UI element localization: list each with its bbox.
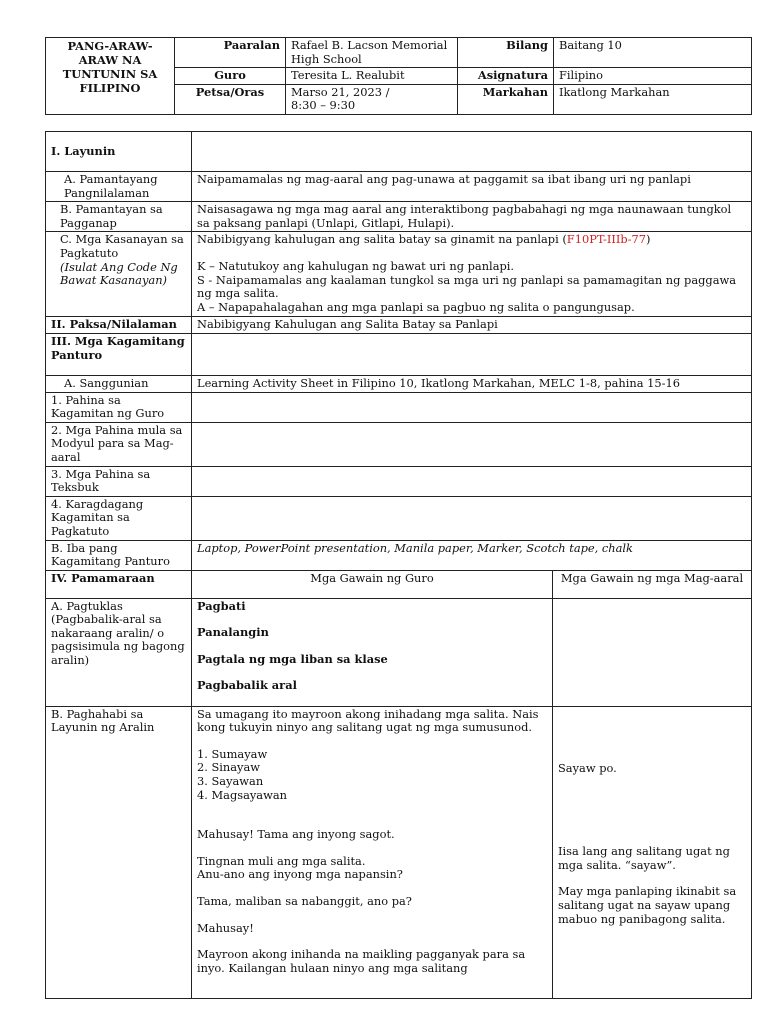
sagot-iisa: Iisa lang ang salitang ugat ng mga salita. “sayaw”. — [558, 844, 730, 872]
tama-maliban-line: Tama, maliban sa nabanggit, ano pa? — [197, 894, 412, 909]
paksa-text: Nabibigyang Kahulugan ang Salita Batay sa Panlapi — [192, 317, 752, 334]
petsa-value — [286, 84, 458, 114]
paghahabi-guro-cell — [192, 706, 553, 998]
pamamaraan-heading: IV. Pamamaraan — [46, 570, 192, 598]
sanggunian-label: A. Sanggunian — [46, 375, 192, 392]
mahusay-line: Mahusay! — [197, 920, 254, 935]
kasanayan-note: (Isulat Ang Code Ng Bawat Kasanayan) — [60, 259, 178, 288]
kasanayan-k: K – Natutukoy ang kahulugan ng bawat uri ng panlapi. — [197, 258, 515, 273]
paaralan-label: Paaralan — [175, 38, 286, 68]
pagtuklas-guro-cell — [192, 598, 553, 706]
sagot-panlapi: May mga panlaping ikinabit sa salitang ugat na sayaw upang mabuo ng panibagong salita. — [558, 884, 737, 926]
kasanayan-code: F10PT-IIIb-77 — [566, 232, 646, 247]
word-item: 2. Sinayaw — [197, 760, 261, 775]
kasanayan-text — [197, 233, 746, 247]
mayroon-line: Mayroon akong inihanda na maikling pagganyak para sa inyo. Kailangan hulaan ninyo ang mga salitang — [197, 947, 526, 975]
gawain-guro-header: Mga Gawain ng Guro — [192, 570, 553, 598]
word-item: 3. Sayawan — [197, 774, 264, 789]
pamantayan-pagganap-label: B. Pamantayan sa Pagganap — [46, 202, 192, 232]
bilang-value: Baitang 10 — [554, 38, 752, 68]
paksa-label: II. Paksa/Nilalaman — [46, 317, 192, 334]
pamantayan-pagganap-text: Naisasagawa ng mga mag aaral ang interaktibong pagbabahagi ng mga naunawaan tungkol sa paksang panlapi (Unlapi, Gitlapi, Hulapi). — [192, 202, 752, 232]
paaralan-value: Rafael B. Lacson Memorial High School — [286, 38, 458, 68]
pahina-guro-value — [192, 392, 752, 422]
iba-pang-kagamitan-label: B. Iba pang Kagamitang Panturo — [46, 540, 192, 570]
pagtuklas-magaaral-cell — [553, 598, 752, 706]
pahina-teksbuk-value — [192, 466, 752, 496]
pamantayang-pangnilalaman-label: A. Pamantayang Pangnilalaman — [46, 172, 192, 202]
kasanayan-label: C. Mga Kasanayan sa Pagkatuto — [60, 232, 184, 260]
mahusay-tama-line: Mahusay! Tama ang inyong sagot. — [197, 827, 395, 842]
guro-value: Teresita L. Realubit — [286, 68, 458, 85]
panalangin-item: Panalangin — [197, 625, 269, 640]
pahina-modyul-value — [192, 422, 752, 466]
kagamitan-heading-blank — [192, 333, 752, 375]
kasanayan-a: A – Napapahalagahan ang mga panlapi sa pagbuo ng salita o pangungusap. — [197, 299, 635, 314]
pagtala-item: Pagtala ng mga liban sa klase — [197, 651, 388, 666]
layunin-heading: I. Layunin — [46, 132, 192, 172]
gawain-magaaral-header: Mga Gawain ng mga Mag-aaral — [553, 570, 752, 598]
kasanayan-label-cell — [46, 232, 192, 317]
bilang-label: Bilang — [458, 38, 554, 68]
paghahabi-intro: Sa umagang ito mayroon akong inihadang mga salita. Nais kong tukuyin ninyo ang salitang ugat ng mga sumusunod. — [197, 706, 539, 735]
pamantayang-pangnilalaman-text: Naipamamalas ng mag-aaral ang pag-unawa at paggamit sa ibat ibang uri ng panlapi — [192, 172, 752, 202]
karagdagang-kagamitan-value — [192, 496, 752, 540]
markahan-label: Markahan — [458, 84, 554, 114]
pagbati-item: Pagbati — [197, 598, 246, 613]
paghahabi-label: B. Paghahabi sa Layunin ng Aralin — [46, 706, 192, 998]
iba-pang-kagamitan-text: Laptop, PowerPoint presentation, Manila paper, Marker, Scotch tape, chalk — [192, 540, 752, 570]
asignatura-value: Filipino — [554, 68, 752, 85]
lesson-plan-table — [45, 131, 752, 999]
anu-ano-line: Anu-ano ang inyong mga napansin? — [197, 867, 403, 882]
kasanayan-main: Nabibigyang kahulugan ang salita batay sa ginamit na panlapi ( — [197, 232, 567, 247]
sagot-sayaw: Sayaw po. — [558, 760, 617, 775]
pagbabalik-aral-item: Pagbabalik aral — [197, 678, 297, 693]
word-item: 1. Sumayaw — [197, 746, 268, 761]
document-title: PANG-ARAW-ARAW NA TUNTUNIN SA FILIPINO — [46, 38, 175, 115]
paghahabi-magaaral-cell — [553, 706, 752, 998]
petsa-date: Marso 21, 2023 / — [291, 84, 390, 99]
petsa-time: 8:30 – 9:30 — [291, 98, 356, 113]
kasanayan-s: S - Naipamamalas ang kaalaman tungkol sa mga uri ng panlapi sa pamamagitan ng paggawa ng mga salita. — [197, 272, 737, 301]
markahan-value: Ikatlong Markahan — [554, 84, 752, 114]
layunin-heading-blank — [192, 132, 752, 172]
tingnan-line: Tingnan muli ang mga salita. — [197, 853, 366, 868]
petsa-label: Petsa/Oras — [175, 84, 286, 114]
pahina-modyul-label: 2. Mga Pahina mula sa Modyul para sa Mag-aaral — [46, 422, 192, 466]
kagamitan-heading: III. Mga Kagamitang Panturo — [46, 333, 192, 375]
pahina-teksbuk-label: 3. Mga Pahina sa Teksbuk — [46, 466, 192, 496]
kasanayan-text-cell — [192, 232, 752, 317]
sanggunian-text: Learning Activity Sheet in Filipino 10, Ikatlong Markahan, MELC 1-8, pahina 15-16 — [192, 375, 752, 392]
asignatura-label: Asignatura — [458, 68, 554, 85]
pahina-guro-label: 1. Pahina sa Kagamitan ng Guro — [46, 392, 192, 422]
karagdagang-kagamitan-label: 4. Karagdagang Kagamitan sa Pagkatuto — [46, 496, 192, 540]
header-table — [45, 37, 752, 115]
kasanayan-close: ) — [645, 232, 651, 247]
word-item: 4. Magsayawan — [197, 787, 287, 802]
pagtuklas-label: A. Pagtuklas (Pagbabalik-aral sa nakaraang aralin/ o pagsisimula ng bagong aralin) — [46, 598, 192, 706]
guro-label: Guro — [175, 68, 286, 85]
